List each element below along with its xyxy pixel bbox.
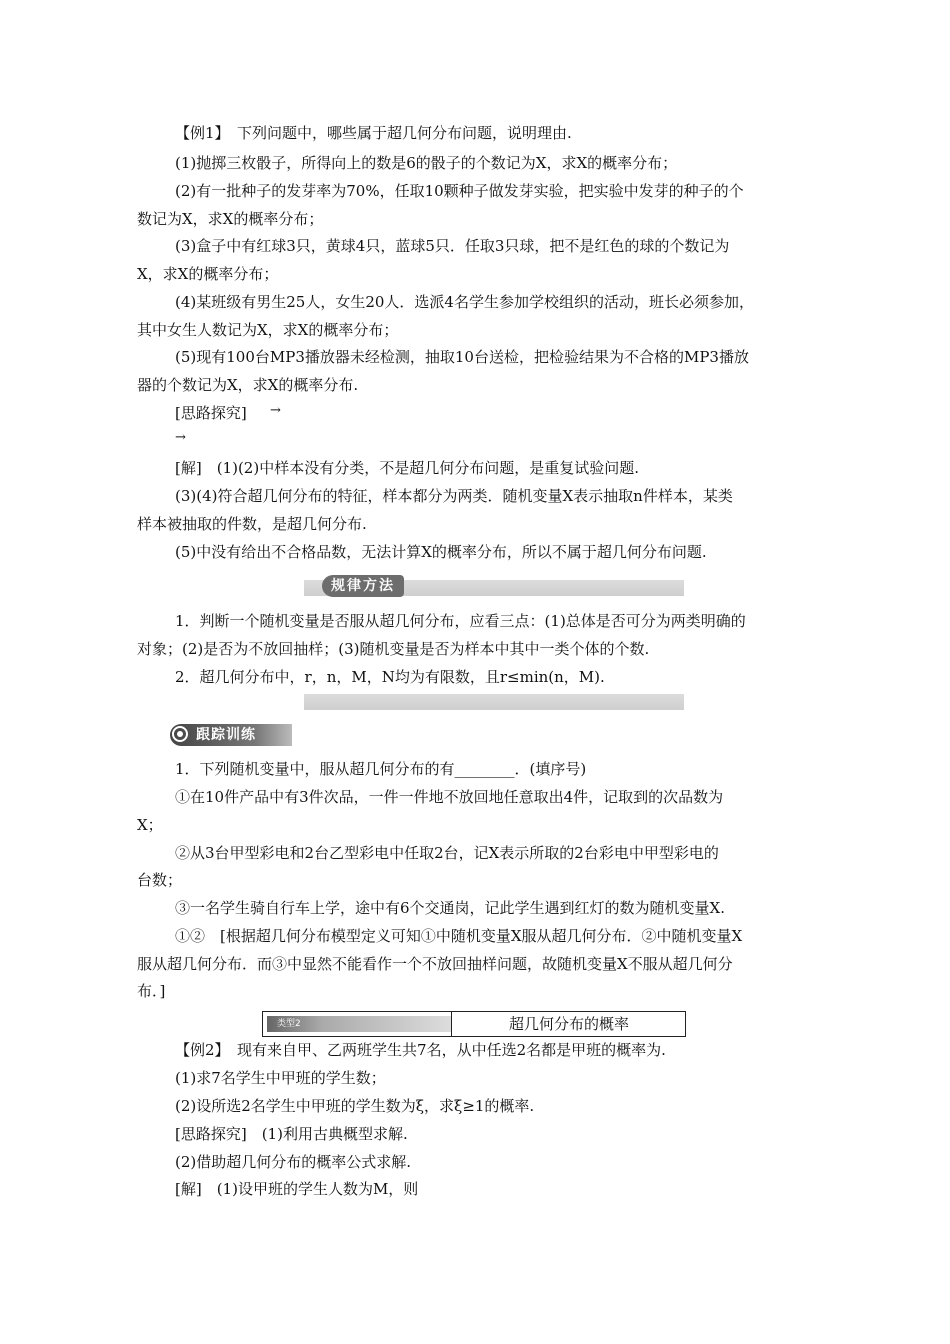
training-line: ①② [根据超几何分布模型定义可知①中随机变量X服从超几何分布．②中随机变量X <box>175 927 743 945</box>
divider <box>451 1012 452 1036</box>
training-title: 跟踪训练 <box>196 727 256 743</box>
example1-line: 器的个数记为X，求X的概率分布. <box>137 376 359 394</box>
example1-line: (1)抛掷三枚骰子，所得向上的数是6的骰子的个数记为X，求X的概率分布； <box>175 154 678 172</box>
example1-line: (5)现有100台MP3播放器未经检测，抽取10台送检，把检验结果为不合格的MP3播放 <box>175 348 749 366</box>
method-banner-bottom <box>304 694 684 710</box>
example1-line: 数记为X，求X的概率分布； <box>137 210 324 228</box>
solution-line: [解] (1)(2)中样本没有分类，不是超几何分布问题，是重复试验问题. <box>175 459 639 477</box>
method-title: 规律方法 <box>322 575 404 597</box>
target-icon <box>172 726 188 742</box>
example1-line: (2)有一批种子的发芽率为70%，任取10颗种子做发芽实验，把实验中发芽的种子的个 <box>175 182 744 200</box>
method-line: 1．判断一个随机变量是否服从超几何分布，应看三点：(1)总体是否可分为两类明确的 <box>175 612 746 630</box>
type2-tag: 类型2 <box>267 1016 451 1032</box>
example1-line: (3)盒子中有红球3只，黄球4只，蓝球5只．任取3只球，把不是红色的球的个数记为 <box>175 237 730 255</box>
training-line: ①在10件产品中有3件次品，一件一件地不放回地任意取出4件，记取到的次品数为 <box>175 788 724 806</box>
training-line: 1．下列随机变量中，服从超几何分布的有________．(填序号) <box>175 760 587 778</box>
training-line: 布．] <box>137 982 166 1000</box>
method-line: 对象；(2)是否为不放回抽样；(3)随机变量是否为样本中其中一类个体的个数. <box>137 640 650 658</box>
example1-line: 其中女生人数记为X，求X的概率分布； <box>137 321 399 339</box>
training-line: 台数； <box>137 871 183 889</box>
example2-line: [思路探究] (1)利用古典概型求解. <box>175 1125 408 1143</box>
solution-line: (3)(4)符合超几何分布的特征，样本都分为两类．随机变量X表示抽取n件样本，某类 <box>175 487 733 505</box>
training-line: 服从超几何分布．而③中显然不能看作一个不放回抽样问题，故随机变量X不服从超几何分 <box>137 955 733 973</box>
example1-heading: 【例1】 下列问题中，哪些属于超几何分布问题，说明理由. <box>175 124 572 142</box>
example2-heading: 【例2】 现有来自甲、乙两班学生共7名，从中任选2名都是甲班的概率为. <box>175 1041 666 1059</box>
example1-line: (4)某班级有男生25人，女生20人．选派4名学生参加学校组织的活动，班长必须参加， <box>175 293 754 311</box>
example2-line: [解] (1)设甲班的学生人数为M，则 <box>175 1180 419 1198</box>
training-line: ②从3台甲型彩电和2台乙型彩电中任取2台，记X表示所取的2台彩电中甲型彩电的 <box>175 844 719 862</box>
example1-line: X，求X的概率分布； <box>137 265 279 283</box>
method-line: 2．超几何分布中，r，n，M，N均为有限数，且r≤min(n，M). <box>175 668 605 686</box>
training-title-tag <box>170 724 292 746</box>
type2-title: 超几何分布的概率 <box>508 1015 629 1033</box>
solution-line: (5)中没有给出不合格品数，无法计算X的概率分布，所以不属于超几何分布问题. <box>175 543 707 561</box>
example2-line: (2)借助超几何分布的概率公式求解. <box>175 1153 412 1171</box>
type2-box <box>262 1011 686 1037</box>
training-line: ③一名学生骑自行车上学，途中有6个交通岗，记此学生遇到红灯的数为随机变量X. <box>175 899 725 917</box>
solution-line: 样本被抽取的件数，是超几何分布. <box>137 515 367 533</box>
training-line: X； <box>137 816 163 834</box>
example2-line: (1)求7名学生中甲班的学生数； <box>175 1069 386 1087</box>
explore-label: [思路探究] <box>175 404 247 422</box>
arrow-icon: → <box>175 430 186 445</box>
arrow-icon: → <box>270 403 281 418</box>
example2-line: (2)设所选2名学生中甲班的学生数为ξ，求ξ≥1的概率. <box>175 1097 535 1115</box>
